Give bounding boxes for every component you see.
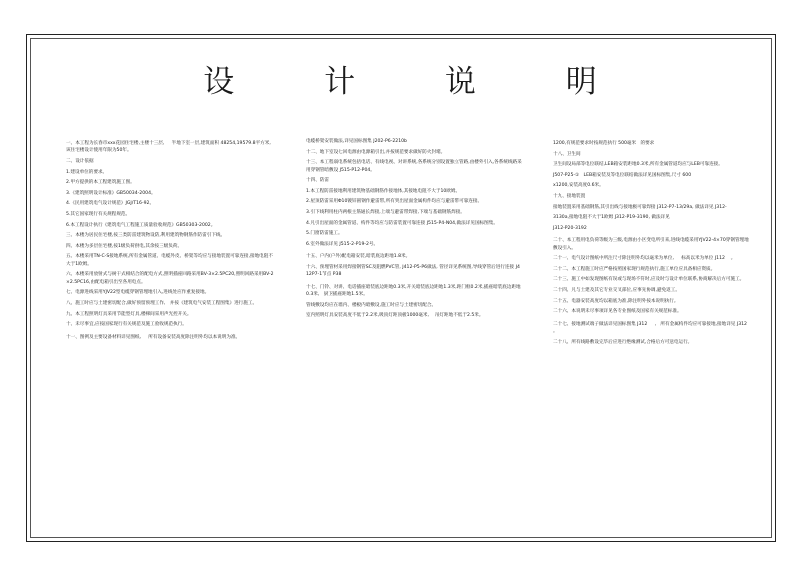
note-paragraph: 十五、户内(户外)配电箱安装,暗装底边距地1.8米。 (306, 254, 411, 260)
note-paragraph: 6.本工程设计执行《建筑电气工程施工质量验收规范》GB50303-2002。 (66, 222, 216, 228)
note-paragraph: 八、施工时应与土建密切配合,做好预留预埋工作, 并按《建筑电气安装工程图集》进行施工。 (66, 300, 258, 306)
note-paragraph: 十一、图例及主要设备材料详见图纸, 所有设备安装高度除注明外均以本说明为准。 (66, 334, 241, 340)
note-paragraph: 五、本楼采用TN-C-S接地系统,所有金属管道、电缆外皮、桥架等均应与接地装置可靠连接,接地电阻不大于1欧姆。 (66, 254, 273, 267)
note-paragraph: 二十一、电气设计图纸中所注尺寸除注明外均以毫米为单位, 标高以米为单位 J112 。 (553, 256, 736, 262)
note-paragraph: 九、本工程照明灯具采用节能型灯具,楼梯间采用声光控开关。 (66, 311, 192, 317)
note-paragraph: 二十八、所有线路敷设完毕后应进行绝缘测试,合格后方可送电运行。 (553, 339, 693, 345)
note-paragraph: 二十、本工程用电负荷等级为三级,电源由小区变电所引来,进线电缆采用YJV22-4×70穿钢管埋地敷设引入。 (553, 238, 749, 251)
note-paragraph: 一、本工程为长春市xxx花园住宅楼,主楼十三层, 半地下室一层,建筑面积 48254,19579.8平方米,该住宅楼设计使用年限为50年。 (66, 141, 271, 154)
note-paragraph: 接地装置采用基础钢筋,其引出线与接地极可靠焊接 J312-P7-13/29a, 做法详见 J312- (553, 204, 727, 210)
note-paragraph: 2.屋顶防雷采用Φ10镀锌圆钢作避雷带,所有突出屋面金属构件均应与避雷带可靠连接。 (306, 199, 483, 205)
note-heading: 十九、接地装置 (553, 193, 586, 199)
page-title: 设 计 说 明 (203, 64, 637, 100)
note-paragraph: 十六、预埋管材采用焊接钢管SC及阻燃PVC管, J412-P5-P6做法, 管径详见系统图,导线穿管后进行连接 J412P7-1节点 P38 (306, 264, 520, 278)
note-paragraph: 4.《民用建筑电气设计规范》JGJ/T16-92。 (66, 201, 155, 207)
note-paragraph: 1.本工程防雷接地利用建筑物基础钢筋作接地体,其接地电阻不大于10欧姆。 (306, 188, 461, 194)
note-paragraph: 室内照明灯具安装高度不低于2.2米,吸顶灯距顶板1000毫米, 吊灯距地不低于2.5米。 (306, 313, 484, 319)
note-paragraph: 3130a,接地电阻不大于1欧姆 J312-P19-3190, 做法详见 (553, 215, 670, 221)
note-paragraph: 十三、本工程弱电系统包括电话、有线电视、对讲系统,各系统分别设置独立管路,由楼外引入,各系统线路采用穿钢管暗敷设 J515-P12-P04。 (306, 160, 522, 173)
note-paragraph: 三、本楼为居民住宅楼,按三类防雷建筑物设防,利用建筑物钢筋作防雷引下线。 (66, 233, 226, 239)
notes-column-middle (306, 138, 522, 323)
note-paragraph: 二十二、本工程施工时应严格按照国家现行规范执行,施工单位应具备相应资质。 (553, 266, 716, 272)
note-heading: 二、设计依据 (66, 159, 94, 164)
note-paragraph: 2.甲方提供的本工程建筑施工图。 (66, 180, 135, 186)
note-paragraph: 六、本楼采用放射式与树干式相结合的配电方式,照明插座回路采用BV-3×2.5PC20,照明回路采用BV-2×2.5PC16,由配电箱引出至各用电点。 (66, 272, 274, 285)
note-paragraph: 卫生间设局部等电位联结,LEB箱安装距地0.3米,所有金属管道均应与LEB可靠连接。 (553, 162, 723, 168)
note-paragraph: 二十七、接地测试端子做法详见国标图集 J312 , 所有金属构件均应可靠接地,接地详见 J312 。 (553, 321, 753, 334)
note-paragraph: J507-P25-① LEB箱安装及等电位联结做法详见国标图集,尺寸 600 (553, 172, 692, 178)
note-paragraph: 管线敷设均应在墙内、楼板内暗敷设,施工时应与土建密切配合。 (306, 302, 437, 308)
note-paragraph: 二十三、施工中如发现图纸有误或与现场不符时,应及时与设计单位联系,协商解决后方可施工。 (553, 277, 745, 283)
note-paragraph: 七、电源进线采用YJV22型电缆穿钢管埋地引入,进线处应作重复接地。 (66, 290, 210, 296)
note-paragraph: 二十五、电器安装高度均以箱底为准,除注明外按本说明执行。 (553, 298, 679, 304)
notes-column-left (66, 140, 274, 344)
note-paragraph: 5.其它国家现行有关规程规范。 (66, 211, 131, 217)
note-paragraph: 十、未尽事宜,应按国家现行有关规范及施工验收规范执行。 (66, 322, 187, 328)
note-paragraph: 十七、门铃、对讲、电话插座暗装底边距地0.3米,开关暗装底边距地1.3米,距门框0.2米,插座暗装底边距地0.3米, 厨卫插座距地1.5米。 (306, 284, 521, 297)
note-paragraph: 3.《建筑照明设计标准》GB50034-2004。 (66, 190, 156, 196)
note-paragraph: 电缆桥架安装做法,详见国标图集 J202-P6-2210b (306, 139, 407, 144)
note-paragraph: 1.建设单位的要求。 (66, 169, 108, 175)
note-paragraph: 二十六、本说明未尽事项详见各专业图纸及国家有关规范标准。 (553, 309, 682, 315)
note-paragraph: 4.凡引出屋面的金属管道、构件等均应与防雷装置可靠连接 J515-P4-N04,做法详见国标图集。 (306, 220, 498, 226)
note-heading: 十四、防雷 (306, 178, 329, 184)
note-paragraph: 二十四、凡与土建及其它专业交叉部位,应事先协调,避免返工。 (553, 287, 680, 293)
note-paragraph: 3.引下线利用柱内两根主筋通长焊接,上端与避雷带焊接,下端与基础钢筋焊接。 (306, 209, 465, 215)
note-paragraph: 5.门窗防雷施工。 (306, 231, 343, 237)
note-paragraph: J312-P20-3192 (553, 225, 587, 231)
note-paragraph: 十二、地下室设七回电源由电源箱引出,并按规范要求做好防火封堵。 (306, 149, 446, 155)
note-heading: 十八、卫生间 (553, 151, 581, 157)
note-paragraph: 6.室外做法详见 J515-2-P19-2号。 (306, 241, 379, 247)
notes-column-right (553, 140, 753, 349)
note-paragraph: x1200,安装高度0.6米。 (553, 183, 604, 189)
note-paragraph: 四、本楼为多层住宅楼,按1级负荷供电,其余按三级负荷。 (66, 243, 183, 249)
note-paragraph: 1200,有规范要求时按规范执行 500毫米 的要求 (553, 141, 655, 146)
